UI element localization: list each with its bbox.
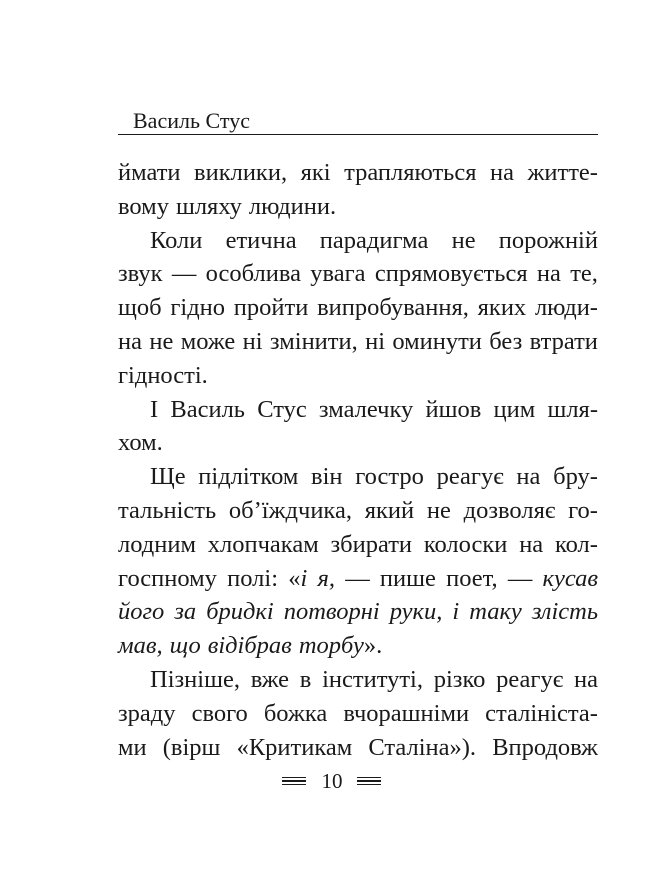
word: без xyxy=(489,327,523,355)
page-number: 10 xyxy=(321,769,343,793)
text-line xyxy=(118,325,598,359)
word: збирати xyxy=(330,530,413,558)
text-line xyxy=(118,460,598,494)
word: Стус xyxy=(257,395,307,423)
word: які xyxy=(300,159,331,186)
word: на xyxy=(519,530,544,558)
word: колоски xyxy=(423,530,508,558)
word: не xyxy=(451,226,476,254)
text-line xyxy=(118,393,598,427)
text-line xyxy=(118,697,598,731)
text-line xyxy=(118,257,598,291)
word: на xyxy=(536,260,561,288)
word: реагує xyxy=(496,665,564,693)
word: підлітком xyxy=(198,463,299,491)
text-line xyxy=(118,359,598,393)
word: госпному xyxy=(118,564,217,592)
text-line xyxy=(118,562,598,596)
word: він xyxy=(311,463,343,491)
word: йшов xyxy=(425,395,482,423)
word: житте- xyxy=(527,159,598,186)
word: не xyxy=(149,327,174,355)
word: не xyxy=(426,496,451,524)
word: свого xyxy=(191,699,248,727)
word: на xyxy=(516,463,541,491)
word: Сталіна»). xyxy=(368,733,477,761)
word: хом. xyxy=(118,429,163,457)
word: відібрав xyxy=(207,632,292,660)
word: змінити, xyxy=(269,327,358,355)
word: різко xyxy=(433,665,486,693)
word: гідно xyxy=(170,294,226,322)
word: я, xyxy=(317,564,336,592)
word: увага xyxy=(310,260,366,288)
word: об’їждчика, xyxy=(228,496,352,524)
word: звук xyxy=(118,260,163,288)
word: лодним xyxy=(118,530,196,558)
word: на xyxy=(573,665,598,693)
word: і xyxy=(452,598,460,626)
word: цим xyxy=(493,395,536,423)
word: який xyxy=(364,496,415,524)
word: хлопчакам xyxy=(207,530,319,558)
word: втрати xyxy=(529,327,598,355)
word: Василь xyxy=(170,395,245,423)
folio-ornament-right xyxy=(357,777,381,786)
word: люди- xyxy=(534,294,598,322)
header-rule xyxy=(118,134,598,135)
word: особлива xyxy=(205,260,301,288)
word: шля- xyxy=(547,395,598,423)
text-line xyxy=(118,731,598,765)
word: ймати xyxy=(118,159,181,186)
word: вому xyxy=(118,192,169,220)
word: ні xyxy=(365,327,385,355)
text-line xyxy=(118,663,598,697)
word: випробування, xyxy=(317,294,469,322)
word: порожній xyxy=(498,226,598,254)
word: вчорашніми xyxy=(343,699,470,727)
word: спрямовується xyxy=(374,260,528,288)
word: шляху xyxy=(175,192,242,220)
word: що xyxy=(169,632,201,660)
word: І xyxy=(150,395,159,423)
word: таку xyxy=(469,598,522,626)
word: руки, xyxy=(389,598,443,626)
word: може xyxy=(180,327,236,355)
word: «Критикам xyxy=(236,733,353,761)
word: кол- xyxy=(554,530,598,558)
word: (вірш xyxy=(162,733,221,761)
word: бридкі xyxy=(206,598,274,626)
word: в xyxy=(299,665,312,693)
word: те, xyxy=(570,260,598,288)
word: дозволяє xyxy=(463,496,556,524)
word: реагує xyxy=(436,463,504,491)
word: виклики, xyxy=(194,159,288,186)
word: змалечку xyxy=(318,395,414,423)
text-line xyxy=(118,629,598,663)
text-line xyxy=(118,190,598,224)
word: за xyxy=(174,598,197,626)
word: зраду xyxy=(118,699,176,727)
word: божка xyxy=(263,699,328,727)
body-text xyxy=(118,156,598,764)
word: пройти xyxy=(233,294,309,322)
word: гостро xyxy=(355,463,424,491)
word: — xyxy=(507,564,533,592)
word: його xyxy=(118,598,165,626)
word: людини. xyxy=(248,192,337,220)
text-line xyxy=(118,224,598,258)
word: Пізніше, xyxy=(150,665,240,693)
word: — xyxy=(345,564,370,592)
word: щоб xyxy=(118,294,162,322)
word: інституті, xyxy=(322,665,423,693)
word: — xyxy=(171,260,197,288)
word: злість xyxy=(531,598,598,626)
word: Ще xyxy=(150,463,186,491)
word: на xyxy=(118,327,142,355)
text-line xyxy=(118,291,598,325)
word: Впродовж xyxy=(492,733,598,761)
word: поет, xyxy=(446,564,498,592)
word: гідності. xyxy=(118,361,208,389)
word: яких xyxy=(477,294,527,322)
running-head: Василь Стус xyxy=(133,108,250,133)
word: торбу». xyxy=(298,632,383,660)
word: вже xyxy=(250,665,290,693)
text-line xyxy=(118,156,598,190)
word: полі: xyxy=(227,564,279,592)
word: парадигма xyxy=(319,226,429,254)
word: ми xyxy=(118,733,147,761)
word: «і xyxy=(288,564,308,592)
word: ні xyxy=(242,327,263,355)
text-line xyxy=(118,426,598,460)
word: оминути xyxy=(392,327,482,355)
word: на xyxy=(489,159,514,186)
word: го- xyxy=(568,496,598,524)
word: бру- xyxy=(553,463,598,491)
word: сталініста- xyxy=(485,699,598,727)
word: потворні xyxy=(283,598,380,626)
text-line xyxy=(118,494,598,528)
word: мав, xyxy=(118,632,163,660)
word: етична xyxy=(225,226,297,254)
word: трапляються xyxy=(344,159,477,186)
word: тальність xyxy=(118,496,217,524)
word: кусав xyxy=(542,564,598,592)
word: пише xyxy=(379,564,436,592)
text-line xyxy=(118,595,598,629)
word: Коли xyxy=(150,226,203,254)
page-footer xyxy=(0,768,662,794)
text-line xyxy=(118,528,598,562)
folio-ornament-left xyxy=(282,777,306,786)
